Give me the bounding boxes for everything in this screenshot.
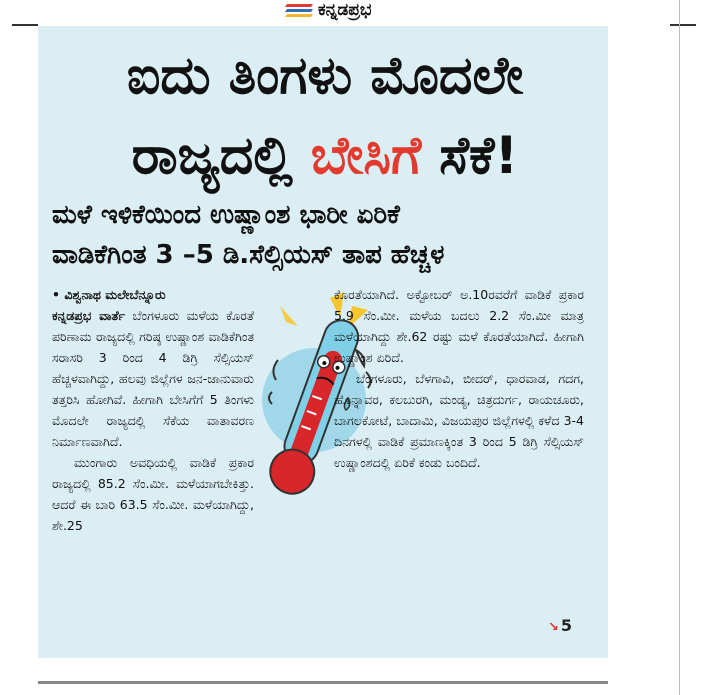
masthead bbox=[286, 0, 371, 20]
page-rule-right bbox=[670, 24, 696, 26]
dateline-city: ಬೆಂಗಳೂರು bbox=[125, 308, 180, 323]
byline: • ವಿಶ್ವನಾಥ ಮಲೇಬೆನ್ನೂರು bbox=[52, 287, 166, 302]
continued-page bbox=[548, 616, 572, 635]
page-edge-line bbox=[679, 0, 680, 695]
subhead-line-1: ಮಳೆ ಇಳಿಕೆಯಿಂದ ಉಷ್ಣಾಂಶ ಭಾರೀ ಏರಿಕೆ bbox=[52, 200, 400, 230]
news-clipping bbox=[38, 26, 608, 658]
page-rule-left bbox=[12, 24, 38, 26]
headline-line-2-end: ಸೆಕೆ! bbox=[421, 126, 519, 186]
masthead-logo-icon bbox=[286, 4, 312, 17]
article-paragraph-1 bbox=[52, 305, 254, 452]
continued-page-number: 5 bbox=[560, 616, 573, 635]
dateline: ಕನ್ನಡಪ್ರಭ ವಾರ್ತೆ bbox=[52, 308, 126, 323]
article-column-left bbox=[52, 284, 254, 536]
paragraph-1-text: ಮಳೆಯ ಕೊರತೆ ಪರಿಣಾಮ ರಾಜ್ಯದಲ್ಲಿ ಗರಿಷ್ಠ ಉಷ್ಣಾಂಶ ವಾಡಿಕೆಗಿಂತ ಸರಾಸರಿ 3 ರಿಂದ 4 ಡಿಗ್ರಿ ಸೆಲ್ಸಿಯಸ್ ಹೆಚ್ಚಳವಾಗಿದ್ದು, ಹಲವು ಜಿಲ್ಲೆಗಳ ಜನ-ಜಾನುವಾರು ತತ್ತರಿಸಿ ಹೋಗಿವೆ. ಹೀಗಾಗಿ ಬೇಸಿಗೆಗೆ 5 ತಿಂಗಳು ಮೊದಲೇ ರಾಜ್ಯದಲ್ಲಿ ಸೆಕೆಯ ವಾತಾವರಣ ನಿರ್ಮಾಣವಾಗಿದೆ. bbox=[52, 308, 254, 449]
headline-line-1: ಐದು ತಿಂಗಳು ಮೊದಲೇ bbox=[126, 46, 524, 106]
article-paragraph-3: ಕೊರತೆಯಾಗಿದೆ. ಅಕ್ಟೋಬರ್ ಅ.10ರವರೆಗೆ ವಾಡಿಕೆ ಪ್ರಕಾರ 5.9 ಸೆಂ.ಮೀ. ಮಳೆಯ ಬದಲು 2.2 ಸೆಂ.ಮೀ ಮಾತ್ರ ಮಳೆಯಾಗಿದ್ದು ಶೇ.62 ರಷ್ಟು ಮಳೆ ಕೊರತೆಯಾಗಿದೆ. ಹೀಗಾಗಿ ಉಷ್ಣಾಂಶ ಏರಿದೆ. bbox=[334, 287, 584, 365]
headline-line-2 bbox=[60, 126, 590, 186]
article-paragraph-4: ಬೆಂಗಳೂರು, ಬೆಳಗಾವಿ, ಬೀದರ್, ಧಾರವಾಡ, ಗದಗ, ಹೊನ್ನಾವರ, ಕಲಬುರಗಿ, ಮಂಡ್ಯ, ಚಿತ್ರದುರ್ಗ, ರಾಯಚೂರು, ಬಾಗಲಕೋಟೆ, ಬಾದಾಮಿ, ವಿಜಯಪುರ ಜಿಲ್ಲೆಗಳಲ್ಲಿ ಕಳೆದ 3-4 ದಿನಗಳಲ್ಲಿ ವಾಡಿಕೆ ಪ್ರಮಾಣಕ್ಕಿಂತ 3 ರಿಂದ 5 ಡಿಗ್ರಿ ಸೆಲ್ಸಿಯಸ್ ಉಷ್ಣಾಂಶದಲ್ಲಿ ಏರಿಕೆ ಕಂಡು ಬಂದಿದೆ. bbox=[334, 371, 584, 470]
bottom-rule bbox=[38, 681, 608, 684]
headline-highlight: ಬೇಸಿಗೆ bbox=[310, 126, 422, 186]
masthead-title: ಕನ್ನಡಪ್ರಭ bbox=[318, 0, 372, 20]
headline-line-2-start: ರಾಜ್ಯದಲ್ಲಿ bbox=[131, 126, 311, 186]
article-column-right bbox=[334, 284, 584, 473]
subhead-line-2: ವಾಡಿಕೆಗಿಂತ 3 –5 ಡಿ.ಸೆಲ್ಸಿಯಸ್ ತಾಪ ಹೆಚ್ಚಳ bbox=[52, 240, 445, 270]
arrow-icon: ↘ bbox=[548, 620, 559, 635]
article-paragraph-2: ಮುಂಗಾರು ಅವಧಿಯಲ್ಲಿ ವಾಡಿಕೆ ಪ್ರಕಾರ ರಾಜ್ಯದಲ್ಲಿ 85.2 ಸೆಂ.ಮೀ. ಮಳೆಯಾಗಬೇಕಿತ್ತು. ಆದರೆ ಈ ಬಾರಿ 63.5 ಸೆಂ.ಮೀ. ಮಳೆಯಾಗಿದ್ದು, ಶೇ.25 bbox=[52, 455, 254, 533]
